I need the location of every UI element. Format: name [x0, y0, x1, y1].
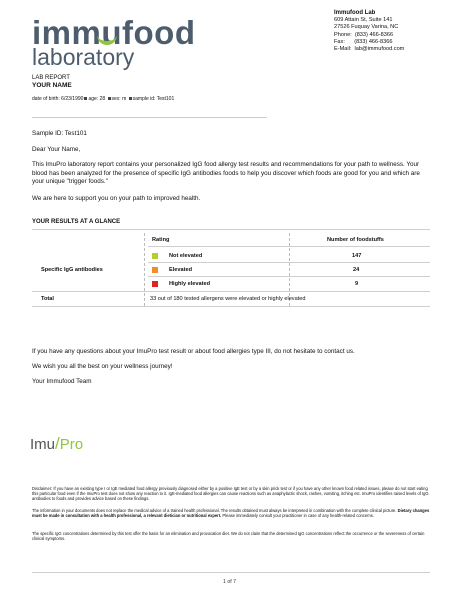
patient-meta — [32, 96, 174, 102]
total-text: 33 out of 180 tested allergens were elevated or highly elevated — [150, 296, 306, 302]
sex: sex: m — [111, 96, 127, 102]
rating-highly-elevated: Highly elevated — [169, 281, 211, 287]
status-swatch-highly-elevated — [152, 281, 158, 287]
results-title: YOUR RESULTS AT A GLANCE — [32, 219, 121, 225]
count-not-elevated: 147 — [352, 253, 362, 259]
table-rule — [32, 291, 430, 292]
table-rule — [148, 276, 430, 277]
total-label: Total — [41, 296, 54, 302]
disclaimer-3: The specific IgG concentrations determined by this test offer the basis for an elimination and provocation diet. We do not claim that the determined IgG concentrations reflect the occurrence or the severeness of certain clinical symptoms. — [32, 531, 425, 542]
logo-laboratory: laboratory — [32, 44, 135, 70]
col-count: Number of foodstuffs — [327, 237, 384, 243]
lab-address-block — [334, 10, 404, 53]
table-rule — [32, 306, 430, 307]
status-swatch-elevated — [152, 267, 158, 273]
table-rule — [148, 246, 430, 247]
row-label-igg: Specific IgG antibodies — [41, 267, 103, 273]
lab-name: Immufood Lab — [334, 10, 376, 16]
status-swatch-not-elevated — [152, 253, 158, 259]
report-label: LAB REPORT — [32, 75, 70, 81]
letter-sample-id: Sample ID: Test101 — [32, 130, 87, 137]
table-rule — [32, 229, 430, 230]
dob: date of birth: 6/23/1990 — [32, 96, 84, 102]
imupro-imu: Imu — [30, 436, 56, 453]
col-rating: Rating — [152, 237, 170, 243]
patient-name: YOUR NAME — [32, 82, 72, 89]
sample-id: sample id: Test101 — [132, 96, 175, 102]
disclaimer-2 — [32, 508, 430, 518]
letter-paragraph-1: This ImuPro laboratory report contains your personalized IgG food allergy test results and recommendations for your path to wellness. Your blood has been analyzed for the presence of specific IgG antibodies foods to help you discover which foods are good for you and which are your unique "trigger foods." — [32, 161, 420, 186]
rating-elevated: Elevated — [169, 267, 193, 273]
logo-immufood: immufood — [32, 14, 196, 51]
lab-phone: Phone: (833) 466-8366 — [334, 31, 394, 38]
disclaimer-2a: The information in your documents does not replace the medical advice of a trained health professional. The results obtained must always be interpreted in combination with the complete clinical picture. — [32, 508, 398, 513]
rating-not-elevated: Not elevated — [169, 253, 203, 259]
report-heading — [32, 75, 72, 89]
disclaimer-2b: Dietary changes must be made in consultation with a health professional, a relevant dietician or nutritional expert. — [32, 508, 430, 519]
closing-wish: We wish you all the best on your wellness journey! — [32, 363, 173, 370]
table-divider — [144, 233, 145, 306]
closing-question: If you have any questions about your ImuPro test result or about food allergies type III, do not hesitate to contact us. — [32, 348, 355, 355]
lab-address-2: 27526 Fuquay Varina, NC — [334, 24, 399, 31]
footer-rule — [32, 572, 430, 573]
bullet-icon — [129, 97, 132, 100]
bullet-icon — [108, 97, 111, 100]
imupro-pro: Pro — [59, 436, 84, 453]
letter-greeting: Dear Your Name, — [32, 146, 81, 153]
table-rule — [148, 262, 430, 263]
count-elevated: 24 — [353, 267, 360, 273]
divider — [32, 117, 267, 118]
lab-address-1: 609 Attain St, Suite 141 — [334, 17, 393, 24]
imupro-logo — [30, 434, 83, 454]
lab-email: E-Mail: lab@immufood.com — [334, 46, 405, 53]
count-highly-elevated: 9 — [355, 281, 359, 287]
page-number: 1 of 7 — [223, 579, 236, 585]
bullet-icon — [84, 97, 87, 100]
letter-paragraph-2: We are here to support you on your path to improved health. — [32, 195, 201, 202]
imupro-slash-icon: / — [55, 434, 60, 453]
disclaimer-2c: Please immediately consult your practitioner in case of any health-related concerns. — [221, 513, 374, 519]
closing-signoff: Your Immufood Team — [32, 378, 92, 385]
disclaimer-1: Disclaimer: If you have an existing type I or IgE mediated food allergy previously diagnosed either by a positive IgE test or by a skin prick test or if you have any other known food related issues, please do not start eating this particular food even if the ImuPro test does not show any reaction to it. IgE-mediated food allergies can cause reactions such as anaphylactic shock, rashes, vomiting, itching etc. ImuPro identifies raised levels of IgG antibodies to foods and provides advice based on these findings. — [32, 486, 429, 502]
lab-fax: Fax: (833) 466-8366 — [334, 38, 393, 45]
age: age: 28 — [88, 96, 106, 102]
